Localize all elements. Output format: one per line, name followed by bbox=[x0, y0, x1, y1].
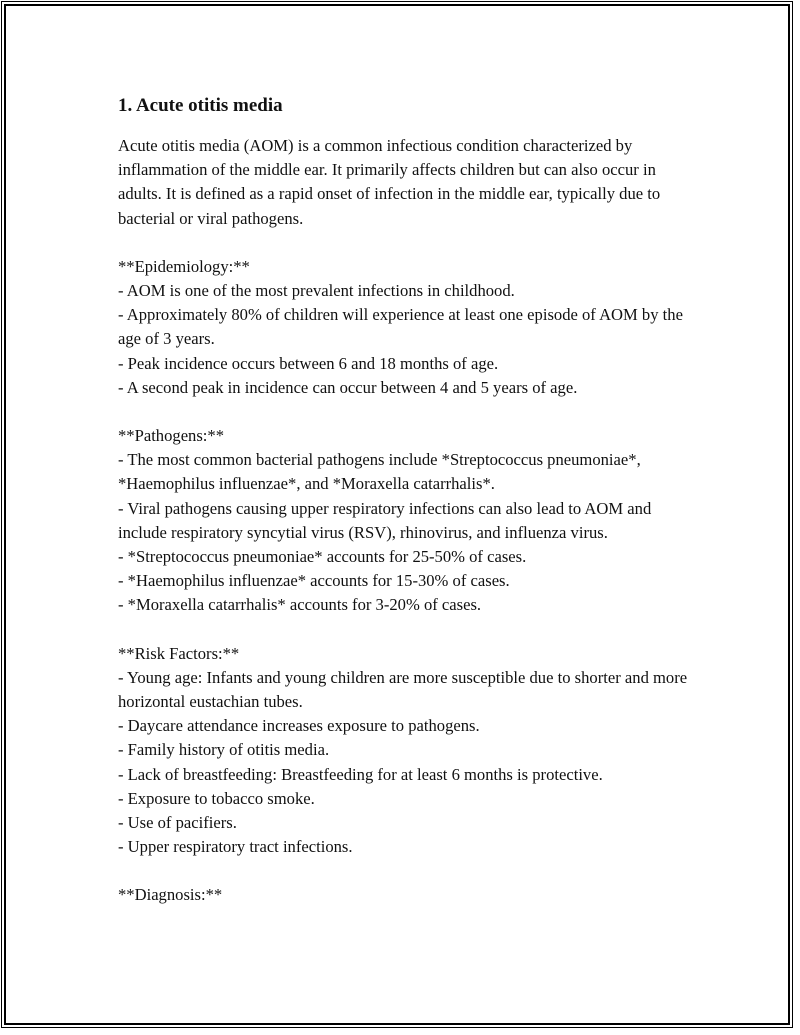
list-item: - Peak incidence occurs between 6 and 18 months of age. bbox=[118, 353, 499, 373]
list-item: - *Haemophilus influenzae* accounts for 15-30% of cases. bbox=[118, 571, 510, 591]
section-pathogens bbox=[118, 424, 690, 618]
list-item: - Family history of otitis media. bbox=[118, 740, 330, 760]
list-item: - *Moraxella catarrhalis* accounts for 3-20% of cases. bbox=[118, 595, 482, 615]
list-item: - Young age: Infants and young children are more susceptible due to shorter and more horizontal eustachian tubes. bbox=[118, 667, 688, 712]
document-body bbox=[118, 92, 690, 908]
section-heading: **Epidemiology:** bbox=[118, 256, 250, 276]
section-risk-factors bbox=[118, 642, 690, 860]
list-item: - Daycare attendance increases exposure to pathogens. bbox=[118, 716, 480, 736]
intro-paragraph: Acute otitis media (AOM) is a common infectious condition characterized by inflammation of the middle ear. It primarily affects children but can also occur in adults. It is defined as a rapid onset of infection in the middle ear, typically due to bacterial or viral pathogens. bbox=[118, 136, 661, 228]
document-title: 1. Acute otitis media bbox=[118, 95, 283, 116]
section-diagnosis bbox=[118, 883, 690, 907]
list-item: - The most common bacterial pathogens include *Streptococcus pneumoniae*, *Haemophilus influenzae*, and *Moraxella catarrhalis*. bbox=[118, 450, 641, 494]
list-item: - AOM is one of the most prevalent infections in childhood. bbox=[118, 281, 515, 301]
section-heading: **Risk Factors:** bbox=[118, 643, 240, 663]
section-heading: **Diagnosis:** bbox=[118, 885, 223, 905]
list-item: - *Streptococcus pneumoniae* accounts for 25-50% of cases. bbox=[118, 547, 527, 567]
list-item: - Upper respiratory tract infections. bbox=[118, 837, 353, 857]
section-epidemiology bbox=[118, 255, 690, 400]
list-item: - Approximately 80% of children will experience at least one episode of AOM by the age of 3 years. bbox=[118, 305, 683, 349]
list-item: - Exposure to tobacco smoke. bbox=[118, 788, 315, 808]
list-item: - Viral pathogens causing upper respiratory infections can also lead to AOM and include respiratory syncytial virus (RSV), rhinovirus, and influenza virus. bbox=[118, 498, 652, 542]
list-item: - Lack of breastfeeding: Breastfeeding for at least 6 months is protective. bbox=[118, 764, 603, 784]
section-heading: **Pathogens:** bbox=[118, 426, 225, 446]
list-item: - Use of pacifiers. bbox=[118, 813, 237, 833]
list-item: - A second peak in incidence can occur between 4 and 5 years of age. bbox=[118, 377, 578, 397]
